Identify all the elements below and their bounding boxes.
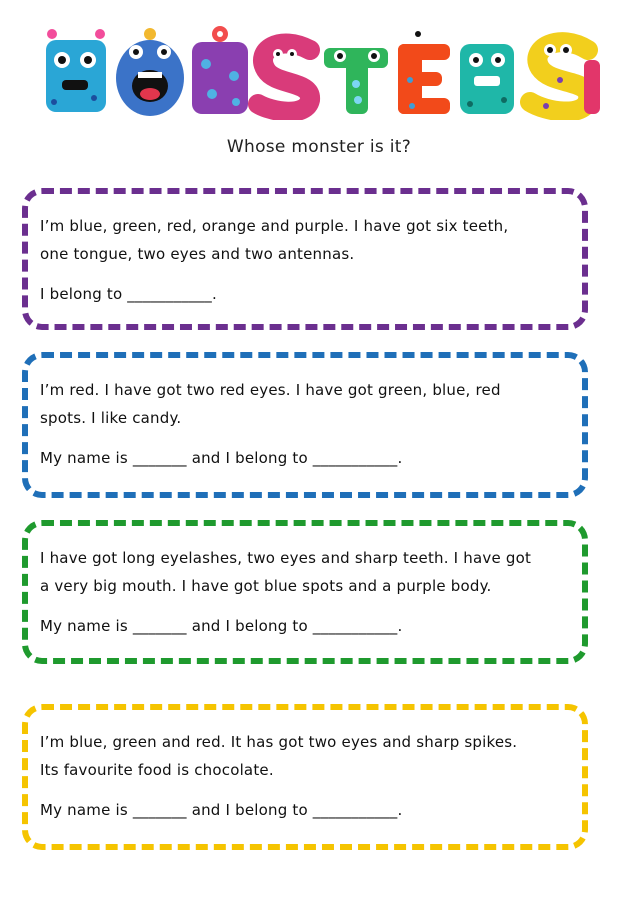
clue-line: I have got long eyelashes, two eyes and sharp teeth. I have got (40, 549, 532, 567)
answer-line: My name is _______ and I belong to ___________. (40, 617, 403, 635)
clue-line: I’m blue, green and red. It has got two eyes and sharp spikes. (40, 733, 518, 751)
letter-m-monster (46, 29, 106, 112)
clue-line: I’m blue, green, red, orange and purple. I have got six teeth, (40, 217, 509, 235)
clue-line: I’m red. I have got two red eyes. I have got green, blue, red (40, 381, 501, 399)
monster-clue-card-4 (22, 704, 588, 850)
clue-line: a very big mouth. I have got blue spots and a purple body. (40, 577, 492, 595)
monster-clue-card-1 (22, 188, 588, 330)
monster-clue-card-2 (22, 352, 588, 498)
letter-s-monster (258, 43, 310, 111)
answer-line: My name is _______ and I belong to ___________. (40, 449, 403, 467)
worksheet-subtitle: Whose monster is it? (226, 137, 412, 157)
letter-n-monster (192, 26, 248, 114)
letter-e-monster (398, 27, 450, 114)
clue-line: Its favourite food is chocolate. (40, 761, 274, 779)
letter-s2-monster (530, 42, 588, 111)
answer-line: I belong to ___________. (40, 285, 217, 303)
clue-line: one tongue, two eyes and two antennas. (40, 245, 355, 263)
letter-far-right-monster (584, 60, 600, 114)
answer-line: My name is _______ and I belong to ___________. (40, 801, 403, 819)
letter-o-monster (116, 28, 184, 116)
letter-t-monster (324, 48, 388, 114)
clue-line: spots. I like candy. (40, 409, 182, 427)
monster-clue-card-3 (22, 520, 588, 664)
monsters-title-art (40, 20, 600, 120)
letter-r-monster (460, 44, 514, 114)
